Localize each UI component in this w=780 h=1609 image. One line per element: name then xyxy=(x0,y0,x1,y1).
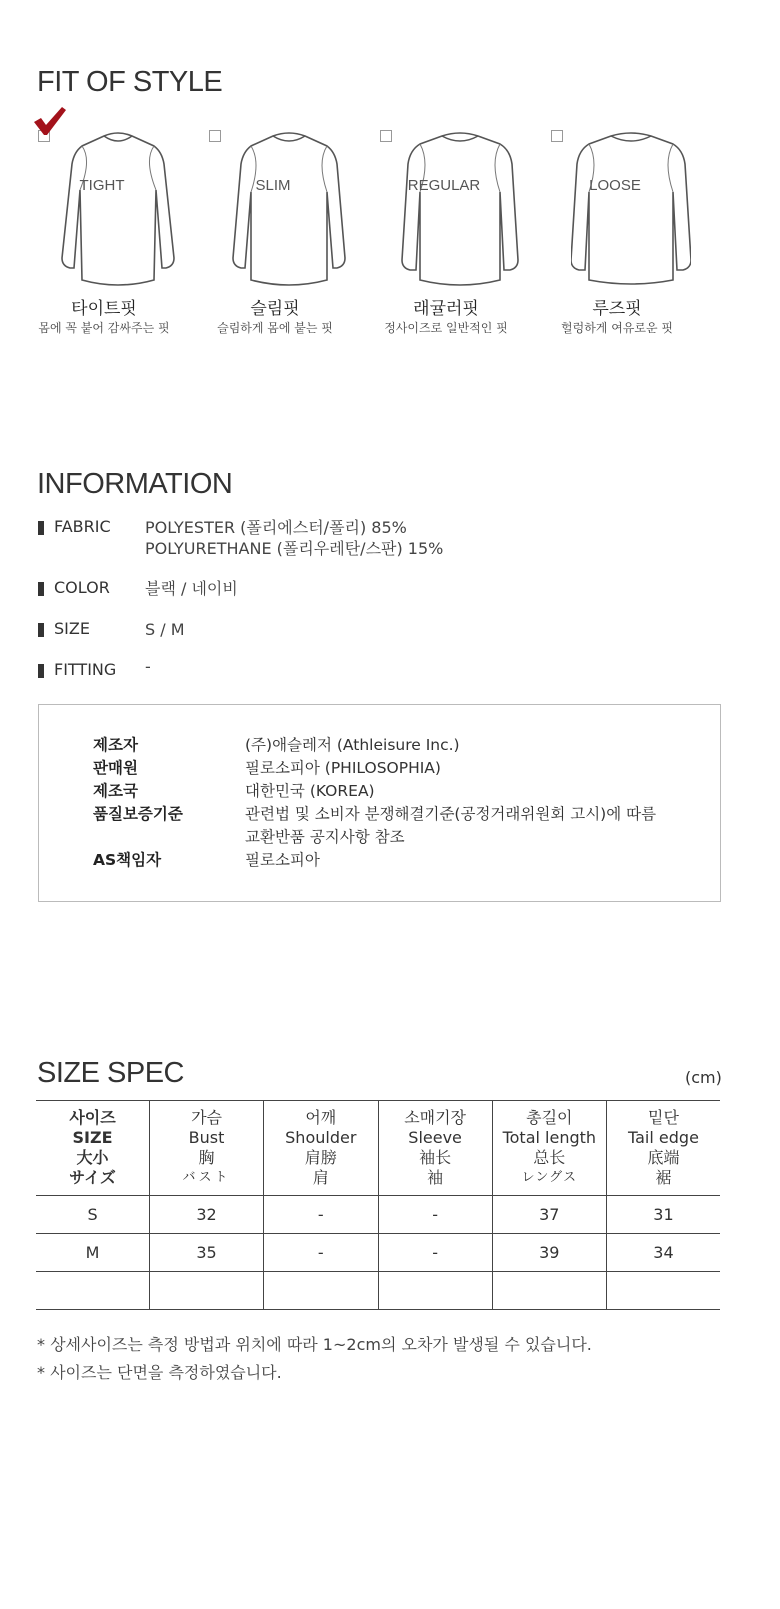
info-label: SIZE xyxy=(54,619,90,638)
bullet-icon xyxy=(38,582,44,596)
fit-name: 슬림핏 xyxy=(250,299,300,319)
info-section-title: INFORMATION xyxy=(37,468,233,500)
table-cell: - xyxy=(378,1234,492,1272)
header-sleeve: 소매기장 Sleeve 袖长 袖 xyxy=(378,1101,492,1196)
info-size xyxy=(38,619,738,641)
table-cell xyxy=(150,1272,264,1310)
fit-option-regular[interactable] xyxy=(380,108,552,343)
legal-value: 필로소피아 (PHILOSOPHIA) xyxy=(245,759,441,777)
info-label: COLOR xyxy=(54,578,110,597)
table-cell xyxy=(36,1272,150,1310)
fit-checkbox[interactable] xyxy=(551,130,563,142)
info-label: FABRIC xyxy=(54,517,111,536)
table-header-row xyxy=(36,1101,720,1196)
legal-key: 제조자 xyxy=(93,736,138,754)
fit-option-loose[interactable] xyxy=(551,108,723,343)
legal-value: 관련법 및 소비자 분쟁해결기준(공정거래위원회 고시)에 따름 xyxy=(245,805,657,823)
table-cell xyxy=(492,1272,606,1310)
fabric-line-2: POLYURETHANE (폴리우레탄/스판) 15% xyxy=(145,539,444,558)
shirt-loose-icon xyxy=(571,130,691,290)
shirt-regular-icon xyxy=(400,130,520,290)
shirt-tight-icon xyxy=(58,130,178,290)
table-cell: 35 xyxy=(150,1234,264,1272)
table-cell: - xyxy=(264,1196,378,1234)
table-row xyxy=(36,1196,720,1234)
fit-name: 루즈핏 xyxy=(592,299,642,319)
table-cell: 39 xyxy=(492,1234,606,1272)
fabric-line-1: POLYESTER (폴리에스터/폴리) 85% xyxy=(145,518,407,537)
info-fabric xyxy=(38,517,738,561)
fit-checkbox[interactable] xyxy=(380,130,392,142)
header-total-length: 총길이 Total length 总长 レングス xyxy=(492,1101,606,1196)
fit-option-tight[interactable] xyxy=(38,108,210,343)
table-cell: - xyxy=(378,1196,492,1234)
fit-shirt-label: TIGHT xyxy=(79,177,125,194)
table-cell: 37 xyxy=(492,1196,606,1234)
info-value: S / M xyxy=(145,620,185,639)
fit-desc: 슬림하게 몸에 붙는 핏 xyxy=(217,321,333,335)
fit-desc: 정사이즈로 일반적인 핏 xyxy=(384,321,508,335)
table-cell xyxy=(378,1272,492,1310)
legal-row xyxy=(93,780,713,803)
fit-section-title: FIT OF STYLE xyxy=(37,66,223,98)
legal-key: 판매원 xyxy=(93,759,138,777)
info-fitting xyxy=(38,657,738,682)
legal-row xyxy=(93,803,713,826)
info-color xyxy=(38,578,738,600)
table-cell: 32 xyxy=(150,1196,264,1234)
legal-key: 품질보증기준 xyxy=(93,805,183,823)
legal-value: (주)애슬레저 (Athleisure Inc.) xyxy=(245,736,460,754)
size-note-2: * 사이즈는 단면을 측정하였습니다. xyxy=(37,1363,282,1382)
legal-row xyxy=(93,826,713,849)
bullet-icon xyxy=(38,623,44,637)
header-size: 사이즈 SIZE 大小 サイズ xyxy=(36,1101,150,1196)
spec-section-title: SIZE SPEC xyxy=(37,1057,184,1089)
header-tail-edge: 밑단 Tail edge 底端 裾 xyxy=(606,1101,720,1196)
table-cell: M xyxy=(36,1234,150,1272)
legal-info-box xyxy=(38,704,721,902)
fit-shirt-label: REGULAR xyxy=(407,177,481,194)
fit-checkbox[interactable] xyxy=(209,130,221,142)
legal-row xyxy=(93,734,713,757)
fit-desc: 몸에 꼭 붙어 감싸주는 핏 xyxy=(38,321,170,335)
bullet-icon xyxy=(38,521,44,535)
shirt-slim-icon xyxy=(229,130,349,290)
size-spec-table xyxy=(36,1100,720,1310)
legal-row xyxy=(93,849,713,872)
fit-desc: 헐렁하게 여유로운 핏 xyxy=(561,321,673,335)
table-cell: 34 xyxy=(606,1234,720,1272)
header-bust: 가슴 Bust 胸 バスト xyxy=(150,1101,264,1196)
legal-value: 대한민국 (KOREA) xyxy=(245,782,375,800)
table-cell: 31 xyxy=(606,1196,720,1234)
legal-key: 제조국 xyxy=(93,782,138,800)
fit-shirt-label: SLIM xyxy=(255,177,291,194)
table-cell: - xyxy=(264,1234,378,1272)
legal-value: 교환반품 공지사항 참조 xyxy=(245,828,405,846)
fit-option-slim[interactable] xyxy=(209,108,381,343)
table-cell xyxy=(606,1272,720,1310)
fit-name: 래귤러핏 xyxy=(413,299,479,319)
fit-shirt-label: LOOSE xyxy=(589,177,641,194)
info-value: - xyxy=(145,657,151,676)
table-cell: S xyxy=(36,1196,150,1234)
table-row xyxy=(36,1272,720,1310)
header-shoulder: 어깨 Shoulder 肩膀 肩 xyxy=(264,1101,378,1196)
table-cell xyxy=(264,1272,378,1310)
table-row xyxy=(36,1234,720,1272)
legal-value: 필로소피아 xyxy=(245,851,320,869)
info-value xyxy=(145,517,443,559)
unit-label: (cm) xyxy=(685,1068,722,1087)
fit-name: 타이트핏 xyxy=(71,299,137,319)
legal-key: AS책임자 xyxy=(93,851,162,869)
info-value: 블랙 / 네이비 xyxy=(145,579,238,598)
bullet-icon xyxy=(38,664,44,678)
size-note-1: * 상세사이즈는 측정 방법과 위치에 따라 1~2cm의 오차가 발생될 수 있습니다. xyxy=(37,1335,592,1354)
info-label: FITTING xyxy=(54,660,117,679)
legal-row xyxy=(93,757,713,780)
